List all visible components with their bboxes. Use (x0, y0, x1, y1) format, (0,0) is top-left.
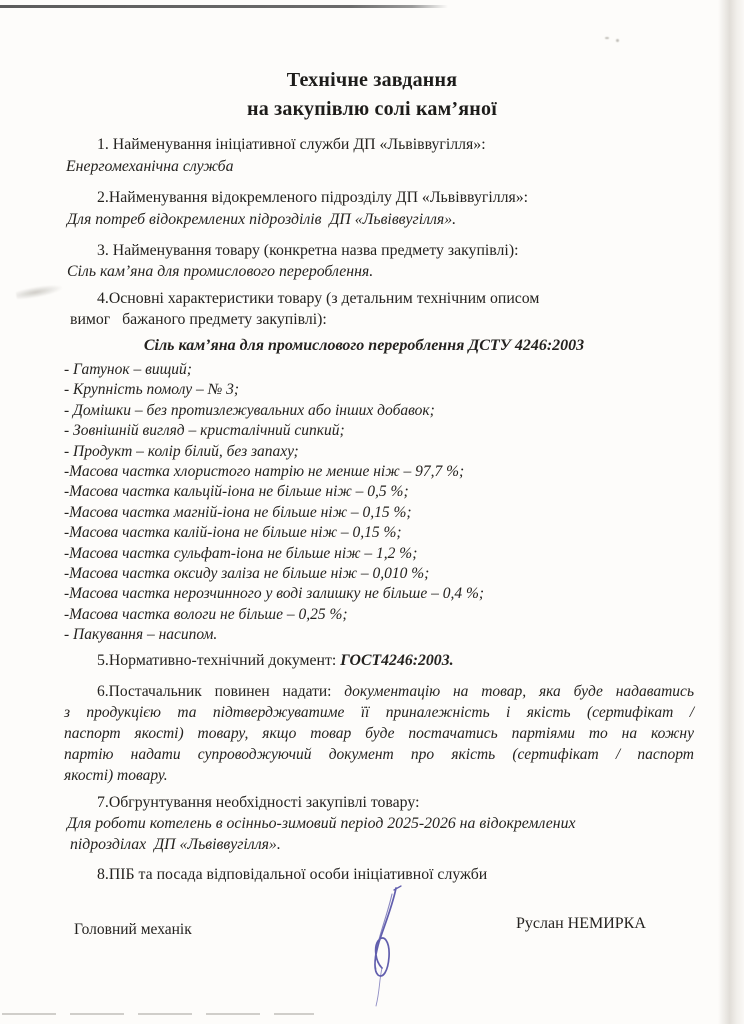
spec-item: -Масова частка кальцій-іона не більше ніж – 0,5 %; (64, 483, 409, 501)
footer-signer-name: Руслан НЕМИРКА (516, 915, 646, 932)
scan-speck (616, 39, 619, 42)
section-7-value-line1: Для роботи котелень в осінньо-зимовий період 2025-2026 на відокремлених (67, 815, 576, 832)
section-6-line3: паспорт якості) товару, якщо товар буде постачатись партіями то на кожну (64, 725, 694, 742)
section-7-label: 7.Обгрунтування необхідності закупівлі товару: (97, 794, 420, 811)
scan-bottom-dashed-line (2, 1013, 314, 1015)
section-1-label: 1. Найменування ініціативної служби ДП «Львіввугілля»: (97, 136, 486, 153)
section-5 (64, 652, 737, 670)
section-6-line1-rest: документацію на товар, яка буде надаватись (344, 683, 694, 700)
spec-item: - Домішки – без протизлежувальних або інших добавок; (64, 401, 435, 419)
spec-item: -Масова частка нерозчинного у воді залишку не більше – 0,4 %; (64, 585, 485, 603)
document-title-line1: Технічне завдання (286, 69, 458, 91)
section-5-label: 5.Нормативно-технічний документ: (97, 652, 341, 669)
section-6-line2: з продукцією та підтверджуватиме її приналежність і якість (сертифікат / (64, 704, 694, 721)
section-3-value: Сіль кам’яна для промислового перероблення. (67, 263, 374, 280)
spec-item: -Масова частка магній-іона не більше ніж – 0,15 %; (64, 503, 412, 521)
section-3-label: 3. Найменування товару (конкретна назва предмету закупівлі): (97, 242, 519, 259)
spec-item: -Масова частка вологи не більше – 0,25 %; (64, 605, 348, 623)
section-6-paragraph (64, 681, 694, 786)
section-2-label: 2.Найменування відокремленого підрозділу ДП «Львіввугілля»: (97, 189, 529, 206)
spec-item: - Гатунок – вищий; (64, 361, 192, 378)
spec-item: - Зовнішній вигляд – кристалічний сипкий; (64, 422, 345, 440)
section-2-value: Для потреб відокремлених підрозділів ДП «Львіввугілля». (67, 211, 457, 228)
scan-speck (605, 37, 609, 39)
section-8-label: 8.ПІБ та посада відповідальної особи ініціативної служби (97, 866, 488, 883)
section-1-value: Енергомеханічна служба (66, 158, 234, 175)
footer-position-title: Головний механік (74, 921, 192, 938)
spec-list (64, 360, 704, 646)
section-7-value-line2: підрозділах ДП «Львіввугілля». (70, 836, 281, 853)
scan-top-edge-line (0, 5, 448, 8)
handwritten-signature (348, 884, 418, 1009)
spec-item: -Масова частка оксиду заліза не більше ніж – 0,010 %; (64, 565, 430, 583)
spec-item: - Пакування – насипом. (64, 626, 218, 644)
spec-item: -Масова частка калій-іона не більше ніж – 0,15 %; (64, 524, 402, 542)
spec-item: - Продукт – колір білий, без запаху; (64, 442, 299, 460)
section-6-lead: 6.Постачальник повинен надати: (97, 683, 345, 700)
spec-heading: Сіль кам’яна для промислового перероблення ДСТУ 4246:2003 (143, 337, 585, 354)
section-4-line2: вимог бажаного предмету закупівлі): (70, 311, 327, 328)
spec-item: -Масова частка сульфат-іона не більше ніж – 1,2 %; (64, 544, 418, 562)
section-4-line1: 4.Основні характеристики товару (з детальним технічним описом (97, 290, 540, 307)
section-6-line5: якості) товару. (64, 767, 168, 784)
section-5-value: ГОСТ4246:2003. (340, 652, 454, 669)
spec-item: -Масова частка хлористого натрію не менше ніж – 97,7 %; (64, 463, 465, 481)
spec-item: - Крупність помолу – № 3; (64, 381, 240, 399)
document-title (42, 66, 702, 124)
document-title-line2: на закупівлю солі кам’яної (247, 98, 497, 120)
section-6-line4: партію надати супроводжуючий документ про якість (сертифікат / паспорт (64, 746, 694, 763)
scan-smudge (15, 282, 64, 301)
section-6-line1 (64, 681, 694, 702)
